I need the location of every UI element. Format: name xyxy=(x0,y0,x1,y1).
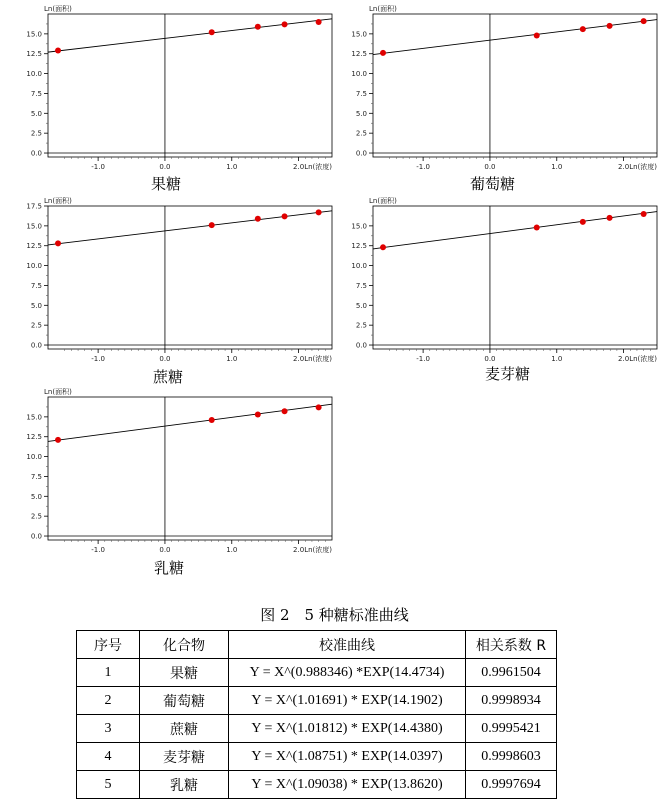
y-tick-label: 12.5 xyxy=(351,50,367,59)
y-tick-label: 0.0 xyxy=(30,532,42,541)
data-point-fructose xyxy=(282,21,288,27)
calibration-table xyxy=(76,630,557,799)
chart-svg-glucose xyxy=(325,4,665,174)
chart-svg-sucrose xyxy=(0,196,340,366)
data-point-glucose xyxy=(580,26,586,32)
cell-compound: 果糖 xyxy=(140,659,229,687)
cell-equation: Y = X^(1.01812) * EXP(14.4380) xyxy=(229,715,466,743)
x-tick-label: 1.0 xyxy=(551,355,563,363)
y-tick-label: 7.5 xyxy=(355,281,367,290)
x-tick-label: 1.0 xyxy=(226,163,238,171)
y-tick-label: 15.0 xyxy=(26,222,42,231)
cell-r-value: 0.9998603 xyxy=(466,743,557,771)
cell-index: 3 xyxy=(77,715,140,743)
cell-compound: 蔗糖 xyxy=(140,715,229,743)
data-point-lactose xyxy=(55,437,61,443)
x-tick-label: 0.0 xyxy=(159,546,171,554)
data-point-glucose xyxy=(607,23,613,29)
x-axis-label: Ln(浓度) xyxy=(304,163,332,171)
y-tick-label: 12.5 xyxy=(26,433,42,442)
data-point-fructose xyxy=(255,24,261,30)
cell-index: 4 xyxy=(77,743,140,771)
table-row xyxy=(77,743,557,771)
y-tick-label: 0.0 xyxy=(30,149,42,158)
data-point-lactose xyxy=(316,404,322,410)
table-row xyxy=(77,659,557,687)
data-point-maltose xyxy=(580,219,586,225)
y-tick-label: 10.0 xyxy=(351,70,367,79)
data-point-lactose xyxy=(282,408,288,414)
x-tick-label: 0.0 xyxy=(159,355,171,363)
y-tick-label: 15.0 xyxy=(351,222,367,231)
header-compound: 化合物 xyxy=(140,631,229,659)
y-tick-label: 15.0 xyxy=(26,413,42,422)
x-tick-label: 0.0 xyxy=(159,163,171,171)
y-tick-label: 7.5 xyxy=(30,89,42,98)
plot-frame xyxy=(48,397,332,540)
y-tick-label: 7.5 xyxy=(355,89,367,98)
y-axis-label: Ln(面积) xyxy=(44,5,72,13)
table-header-row xyxy=(77,631,557,659)
cell-compound: 麦芽糖 xyxy=(140,743,229,771)
x-axis-label: Ln(浓度) xyxy=(629,163,657,171)
y-tick-label: 2.5 xyxy=(355,129,367,138)
y-tick-label: 12.5 xyxy=(26,242,42,251)
data-point-sucrose xyxy=(282,213,288,219)
fit-line-glucose xyxy=(373,20,657,55)
data-point-maltose xyxy=(641,211,647,217)
chart-panel-lactose xyxy=(0,387,340,557)
y-tick-label: 10.0 xyxy=(351,262,367,271)
chart-title-maltose: 麦芽糖 xyxy=(485,365,531,383)
y-tick-label: 12.5 xyxy=(351,242,367,251)
chart-panel-sucrose xyxy=(0,196,340,366)
data-point-maltose xyxy=(534,224,540,230)
x-tick-label: 2.0 xyxy=(293,355,305,363)
data-point-glucose xyxy=(380,50,386,56)
chart-svg-lactose xyxy=(0,387,340,557)
fit-line-sucrose xyxy=(48,211,332,245)
data-point-lactose xyxy=(255,411,261,417)
cell-index: 2 xyxy=(77,687,140,715)
y-tick-label: 17.5 xyxy=(26,202,42,211)
data-point-fructose xyxy=(55,48,61,54)
data-point-glucose xyxy=(641,18,647,24)
data-point-fructose xyxy=(316,19,322,25)
data-point-sucrose xyxy=(255,216,261,222)
cell-equation: Y = X^(0.988346) *EXP(14.4734) xyxy=(229,659,466,687)
x-tick-label: -1.0 xyxy=(91,355,105,363)
y-tick-label: 2.5 xyxy=(30,321,42,330)
chart-title-sucrose: 蔗糖 xyxy=(153,368,184,386)
chart-title-lactose: 乳糖 xyxy=(154,559,185,577)
x-tick-label: 1.0 xyxy=(226,355,238,363)
chart-svg-fructose xyxy=(0,4,340,174)
y-tick-label: 2.5 xyxy=(30,129,42,138)
chart-title-fructose: 果糖 xyxy=(151,175,182,193)
y-axis-label: Ln(面积) xyxy=(44,197,72,205)
plot-frame xyxy=(373,206,657,349)
header-index: 序号 xyxy=(77,631,140,659)
x-tick-label: 2.0 xyxy=(618,163,630,171)
x-tick-label: 2.0 xyxy=(293,163,305,171)
x-axis-label: Ln(浓度) xyxy=(304,355,332,363)
x-tick-label: 0.0 xyxy=(484,355,496,363)
plot-frame xyxy=(373,14,657,157)
table-row xyxy=(77,687,557,715)
x-axis-label: Ln(浓度) xyxy=(304,546,332,554)
chart-panel-maltose xyxy=(325,196,665,366)
fit-line-lactose xyxy=(48,404,332,441)
figure-caption: 图 2 5 种糖标准曲线 xyxy=(260,606,409,624)
y-tick-label: 7.5 xyxy=(30,472,42,481)
data-point-maltose xyxy=(380,244,386,250)
chart-panel-glucose xyxy=(325,4,665,174)
y-axis-label: Ln(面积) xyxy=(369,197,397,205)
x-tick-label: -1.0 xyxy=(91,163,105,171)
y-tick-label: 12.5 xyxy=(26,50,42,59)
table-row xyxy=(77,771,557,799)
cell-r-value: 0.9995421 xyxy=(466,715,557,743)
cell-index: 5 xyxy=(77,771,140,799)
cell-equation: Y = X^(1.08751) * EXP(14.0397) xyxy=(229,743,466,771)
y-tick-label: 0.0 xyxy=(355,341,367,350)
chart-svg-maltose xyxy=(325,196,665,366)
x-tick-label: 0.0 xyxy=(484,163,496,171)
y-tick-label: 10.0 xyxy=(26,453,42,462)
y-tick-label: 5.0 xyxy=(30,109,42,118)
y-axis-label: Ln(面积) xyxy=(369,5,397,13)
data-point-sucrose xyxy=(209,222,215,228)
y-tick-label: 0.0 xyxy=(30,341,42,350)
cell-equation: Y = X^(1.01691) * EXP(14.1902) xyxy=(229,687,466,715)
x-tick-label: 1.0 xyxy=(226,546,238,554)
y-tick-label: 10.0 xyxy=(26,262,42,271)
fit-line-fructose xyxy=(48,19,332,52)
y-tick-label: 5.0 xyxy=(30,492,42,501)
cell-r-value: 0.9998934 xyxy=(466,687,557,715)
fit-line-maltose xyxy=(373,212,657,249)
data-point-sucrose xyxy=(316,209,322,215)
data-point-glucose xyxy=(534,32,540,38)
y-tick-label: 2.5 xyxy=(355,321,367,330)
chart-panel-fructose xyxy=(0,4,340,174)
data-point-fructose xyxy=(209,29,215,35)
x-tick-label: 1.0 xyxy=(551,163,563,171)
y-axis-label: Ln(面积) xyxy=(44,388,72,396)
header-correlation: 相关系数 R xyxy=(466,631,557,659)
data-point-maltose xyxy=(607,215,613,221)
y-tick-label: 10.0 xyxy=(26,70,42,79)
cell-r-value: 0.9961504 xyxy=(466,659,557,687)
header-calibration-curve: 校准曲线 xyxy=(229,631,466,659)
x-tick-label: -1.0 xyxy=(416,163,430,171)
chart-title-glucose: 葡萄糖 xyxy=(470,175,516,193)
y-tick-label: 15.0 xyxy=(351,30,367,39)
data-point-sucrose xyxy=(55,240,61,246)
y-tick-label: 7.5 xyxy=(30,281,42,290)
x-axis-label: Ln(浓度) xyxy=(629,355,657,363)
table-row xyxy=(77,715,557,743)
y-tick-label: 5.0 xyxy=(355,109,367,118)
y-tick-label: 5.0 xyxy=(355,301,367,310)
x-tick-label: 2.0 xyxy=(618,355,630,363)
y-tick-label: 2.5 xyxy=(30,512,42,521)
cell-r-value: 0.9997694 xyxy=(466,771,557,799)
cell-index: 1 xyxy=(77,659,140,687)
cell-equation: Y = X^(1.09038) * EXP(13.8620) xyxy=(229,771,466,799)
y-tick-label: 5.0 xyxy=(30,301,42,310)
cell-compound: 乳糖 xyxy=(140,771,229,799)
x-tick-label: -1.0 xyxy=(91,546,105,554)
cell-compound: 葡萄糖 xyxy=(140,687,229,715)
y-tick-label: 15.0 xyxy=(26,30,42,39)
data-point-lactose xyxy=(209,417,215,423)
x-tick-label: 2.0 xyxy=(293,546,305,554)
x-tick-label: -1.0 xyxy=(416,355,430,363)
y-tick-label: 0.0 xyxy=(355,149,367,158)
